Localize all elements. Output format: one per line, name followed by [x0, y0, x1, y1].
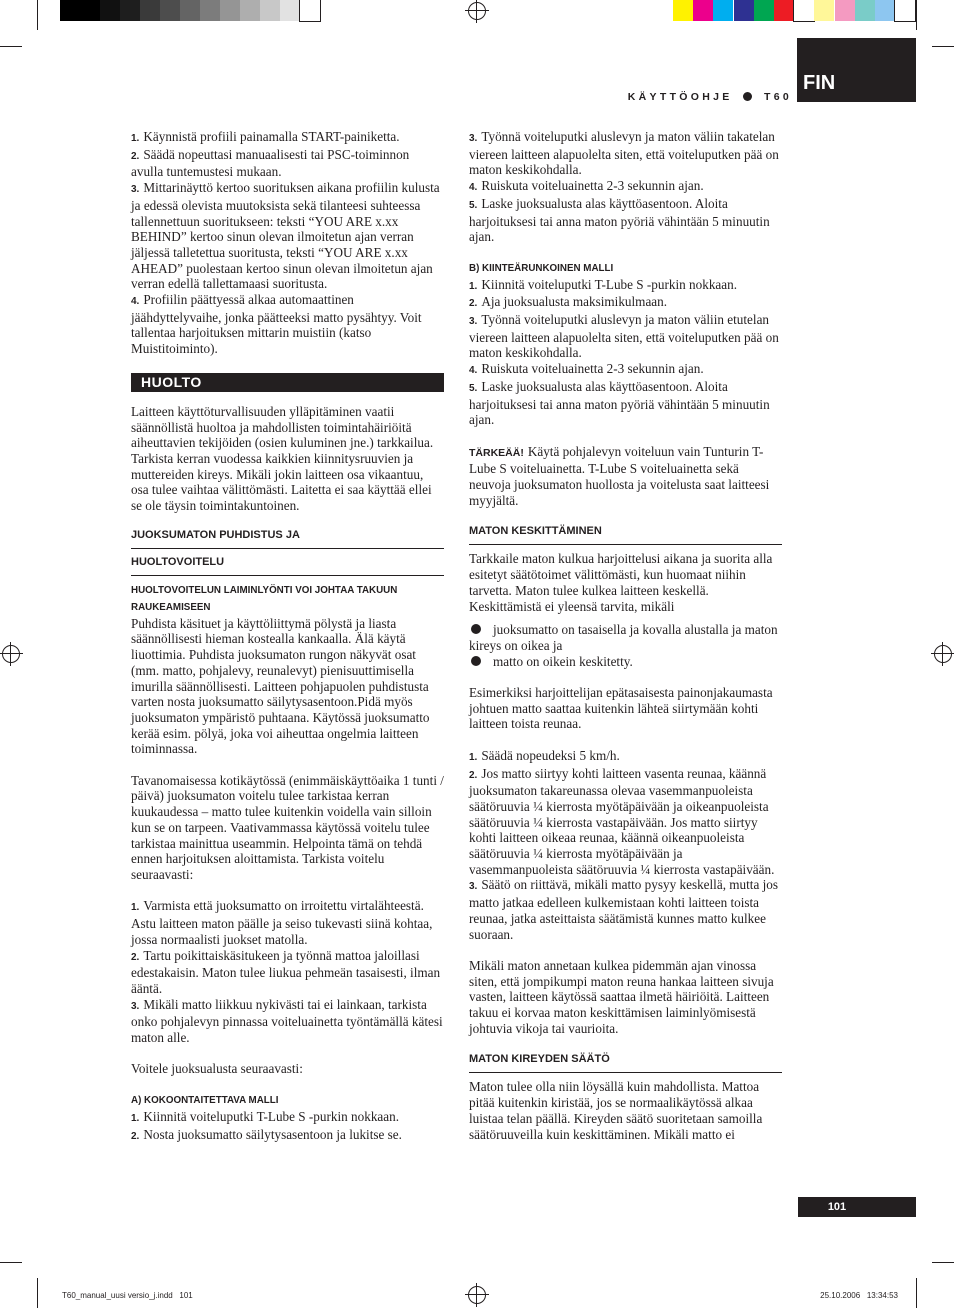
list-item: 3. Työnnä voiteluputki aluslevyn ja maton väliin etutelan viereen laitteen alapuolelta siten, että voiteluputken pää on maton keskikohdalla. — [469, 312, 779, 361]
section-heading: HUOLTOVOITELU — [131, 555, 444, 576]
crop-mark — [37, 0, 38, 30]
list-item: 1. Kiinnitä voiteluputki T-Lube S -purkin nokkaan. — [131, 1108, 400, 1124]
list-item: 2. Nosta juoksumatto säilytysasentoon ja lukitse se. — [131, 1126, 402, 1142]
bullet-item: matto on oikein keskitetty. — [469, 654, 782, 670]
list-item: 1. Käynnistä profiili painamalla START-painiketta. — [131, 129, 400, 144]
subheading: B) KIINTEÄRUNKOINEN MALLI — [469, 262, 614, 274]
crop-mark — [37, 1278, 38, 1308]
grey-swatch — [260, 0, 280, 21]
color-swatch — [754, 0, 774, 21]
crop-mark — [0, 1262, 22, 1263]
crop-mark — [916, 0, 917, 30]
crop-mark — [0, 46, 22, 47]
paragraph: Esimerkiksi harjoittelijan epätasaisesta painonjakaumasta johtuen matto saattaa kuitenkin lähteä siirtymään kohti laitteen toista reunaa. — [469, 685, 773, 732]
file-name: T60_manual_uusi versio_j.indd 101 — [62, 1291, 193, 1300]
grey-swatch — [60, 0, 80, 21]
list-item: 1. Säädä nopeudeksi 5 km/h. — [469, 747, 620, 763]
print-date: 25.10.2006 13:34:53 — [820, 1291, 898, 1300]
list-item: 3. Säätö on riittävä, mikäli matto pysyy keskellä, mutta jos matto jatkaa edelleen kulkemistaan kohti laitteen toista reunaa, jatka asteittaista säätämistä kunnes matto kulkee suoraan. — [469, 877, 779, 942]
crop-mark — [932, 1262, 954, 1263]
header-model: T60 — [764, 91, 792, 103]
paragraph: Mikäli maton annetaan kulkea pidemmän ajan vinossa siten, että jompikumpi maton reuna hankaa laitteen sivuja vasten, laitteen käytössä saattaa ilmetä häiriöitä. Laitteen takuu ei korvaa maton keskittämisen laiminlyömisestä johtuvia vikoja tai vaurioita. — [469, 957, 774, 1036]
color-swatch — [814, 0, 834, 21]
header-title: KÄYTTÖOHJE — [627, 91, 733, 103]
page-number: 101 — [827, 1201, 847, 1213]
grey-swatch — [280, 0, 300, 21]
list-item: 2. Aja juoksualusta maksimikulmaan. — [469, 294, 668, 310]
language-tab-label: FIN — [803, 72, 836, 94]
running-header — [628, 90, 792, 104]
list-item: 4. Ruiskuta voiteluainetta 2-3 sekunnin ajan. — [469, 361, 704, 377]
grey-swatch — [200, 0, 220, 21]
color-swatch — [734, 0, 754, 21]
color-swatch — [855, 0, 875, 21]
list-item: 1. Varmista että juoksumatto on irroitettu virtalähteestä. Astu laitteen maton päälle ja seiso tukevasti siinä kohtaa, jossa normaalisti juokset matolla. — [131, 898, 433, 947]
subheading: A) KOKOONTAITETTAVA MALLI — [131, 1094, 279, 1106]
paragraph: Laitteen käyttöturvallisuuden ylläpitäminen vaatii säännöllistä huoltoa ja mahdollisten toimintahäiriöitä aiheuttavien tekijöiden (osien kuluminen jne.) tarkkailua. Tarkista kerran vuodessa kaikkien kiinnitysruuvien ja muttereiden kireys. Mikäli jokin laitteen osa vikaantuu, osa tulee vaihtaa välittömästi. Laitetta ei saa käyttää ellei se ole täysin toimintakuntoinen. — [131, 403, 434, 514]
list-item: 4. Profiilin päättyessä alkaa automaattinen jäähdyttelyvaihe, jonka päätteeksi matto pysähtyy. Voit tallentaa harjoituksen mittarin muistiin (katso Muistitoiminto). — [131, 292, 422, 357]
list-item: 4. Ruiskuta voiteluainetta 2-3 sekunnin ajan. — [469, 178, 704, 194]
crop-mark — [916, 1278, 917, 1308]
list-item: 3. Työnnä voiteluputki aluslevyn ja maton väliin takatelan viereen laitteen alapuolelta siten, että voiteluputken pää on maton keskikohdalla. — [469, 129, 779, 178]
warning-heading: HUOLTOVOITELUN LAIMINLYÖNTI VOI JOHTAA TAKUUN RAUKEAMISEEN — [131, 584, 398, 613]
paragraph: Tarkkaile maton kulkua harjoittelusi aikana ja suorita alla esitetyt säätötoimet välittömästi, kun huomaat niihin tarvetta. Maton tulee kulkea laitteen keskellä. Keskittämistä ei yleensä tarvita, mikäli — [469, 551, 773, 614]
section-heading-huolto: HUOLTO — [131, 373, 444, 392]
color-swatch — [794, 0, 814, 21]
list-item: 3. Mikäli matto liikkuu nykivästi tai ei lainkaan, tarkista onko pohjalevyn pinnassa voiteluainetta työntämällä kätesi maton alle. — [131, 996, 443, 1046]
paragraph: Puhdista käsituet ja käyttöliittymä pölystä ja liasta säännöllisesti hieman kostealla kankaalla. Älä käytä liuottimia. Puhdista juoksumaton rungon näkyvät osat (mm. matto, pohjalevy, reunalevyt) pienisuuttimisella imurilla säännöllisesti. Laitteen pohjapuolen puhdistusta varten nosta juoksumatto säilytysasentoon.Pidä myös juoksumaton ympäristö puhtaana. Käytössä juoksumatto kerää esim. pölyä, joka voi aiheuttaa ongelmia laitteen toiminnassa. — [131, 615, 430, 757]
important-label: TÄRKEÄÄ! — [469, 446, 524, 459]
bullet-icon — [471, 624, 481, 634]
grey-swatch — [140, 0, 160, 21]
list-item: 5. Laske juoksualusta alas käyttöasentoon. Aloita harjoituksesi tai anna maton pyöriä vähintään 5 minuutin ajan. — [469, 378, 770, 428]
section-heading: MATON KIREYDEN SÄÄTÖ — [469, 1052, 782, 1073]
registration-mark-icon — [2, 645, 20, 663]
color-swatch — [713, 0, 733, 21]
grey-swatch — [240, 0, 260, 21]
color-swatch — [774, 0, 794, 21]
paragraph: Maton tulee olla niin löysällä kuin mahdollista. Mattoa pitää kuitenkin kiristää, jos se normaalikäytössä alkaa luistaa telan päällä. Kireyden säätö suoritetaan samoilla säätöruuveilla kuin keskittäminen. Mikäli matto ei — [469, 1079, 763, 1142]
right-column — [469, 129, 782, 1142]
bullet-icon — [743, 92, 752, 101]
list-item: 2. Tartu poikittaiskäsitukeen ja työnnä mattoa jaloillasi edestakaisin. Maton tulee liukua pehmeän tasaisesti, ilman ääntä. — [131, 947, 441, 996]
paragraph: Tavanomaisessa kotikäytössä (enimmäiskäyttöaika 1 tunti / päivä) juoksumaton voitelu tulee tarkistaa kerran kuukaudessa – matto tulee kuitenkin voidella vain silloin kun se on tarpeen. Vaativammassa käytössä voitelu tulee tarkistaa mainittua useammin. Helpointa tämä on tehdä ennen harjoituksen aloittamista. Tarkista voitelu seuraavasti: — [131, 772, 444, 882]
list-item: 2. Jos matto siirtyy kohti laitteen vasenta reunaa, käännä juoksumaton takareunassa olevaa vasemmanpuoleista säätöruuvia ¼ kierrosta myötäpäivään ja oikeanpuoleista säätöruuvia ¼ kierrosta vastapäivään. Jos matto siirtyy kohti laitteen oikeaa reunaa, käännä oikeanpuoleista säätöruuvia ¼ kierrosta myötäpäivään ja vasemmanpuoleista säätöruuvia ¼ kierrosta vastapäivään. — [469, 765, 775, 877]
left-column — [131, 129, 444, 1144]
section-heading: MATON KESKITTÄMINEN — [469, 524, 782, 545]
registration-mark-icon — [468, 2, 486, 20]
registration-mark-icon — [934, 645, 952, 663]
grey-swatch — [220, 0, 240, 21]
list-item: 5. Laske juoksualusta alas käyttöasentoon. Aloita harjoituksesi tai anna maton pyöriä vähintään 5 minuutin ajan. — [469, 195, 770, 245]
grey-swatch — [80, 0, 100, 21]
registration-mark-icon — [468, 1286, 486, 1304]
grey-swatch — [160, 0, 180, 21]
bullet-icon — [471, 656, 481, 666]
important-note: TÄRKEÄÄ! Käytä pohjalevyn voiteluun vain Tunturin T-Lube S voiteluainetta. T-Lube S voiteluainetta sekä neuvoja juoksumaton huollosta ja voitelusta saat laitteesi myyjältä. — [469, 443, 770, 508]
paragraph: Voitele juoksualusta seuraavasti: — [131, 1061, 303, 1077]
color-swatch — [673, 0, 693, 21]
list-item: 3. Mittarinäyttö kertoo suorituksen aikana profiilin kulusta ja edessä olevista muutoksista sekä tilanteesi suhteessa tallennettuun suoritukseen: teksti “YOU ARE x.xx BEHIND” kertoo sinun olevan ilmoitetun ajan verran jäljessä talletettua suoritusta, teksti “YOU ARE x.xx AHEAD” puolestaan kertoo sinun olevan ilmoitetun ajan verran edellä tallettamaasi suoritusta. — [131, 180, 440, 292]
section-heading: JUOKSUMATON PUHDISTUS JA — [131, 528, 444, 549]
grey-swatch — [100, 0, 120, 21]
crop-mark — [932, 46, 954, 47]
grey-swatch — [180, 0, 200, 21]
color-swatch — [895, 0, 915, 21]
color-swatch — [875, 0, 895, 21]
bullet-item: juoksumatto on tasaisella ja kovalla alustalla ja maton kireys on oikea ja — [469, 622, 778, 653]
grey-swatch — [300, 0, 320, 21]
color-swatch — [835, 0, 855, 21]
color-swatch — [693, 0, 713, 21]
list-item: 1. Kiinnitä voiteluputki T-Lube S -purkin nokkaan. — [469, 276, 738, 292]
grey-swatch — [120, 0, 140, 21]
list-item: 2. Säädä nopeuttasi manuaalisesti tai PSC-toiminnon avulla tuntemustesi mukaan. — [131, 146, 410, 180]
